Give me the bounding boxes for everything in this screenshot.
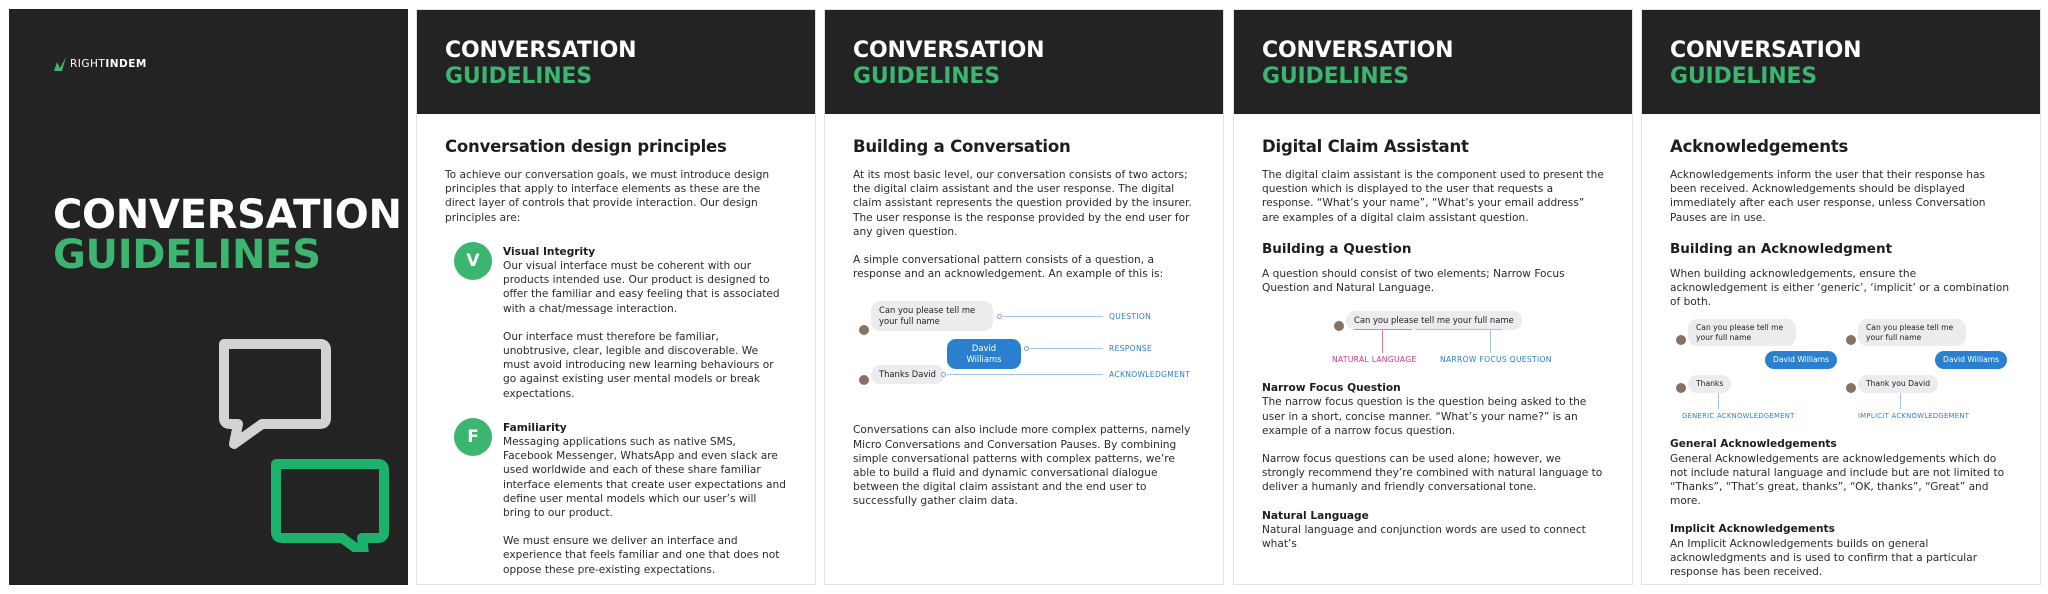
brand-name: RIGHTINDEM	[70, 58, 147, 70]
principle-title: Familiarity	[503, 421, 567, 434]
assistant-avatar	[859, 375, 869, 385]
subsection-title: Implicit Acknowledgements	[1670, 523, 1835, 536]
section-title: Building an Acknowledgment	[1670, 240, 1893, 257]
cover-panel	[9, 9, 408, 585]
paragraph: Acknowledgements inform the user that their response has been received. Acknowledgements should be displayed immediately after each user response, unless Conversation Pauses are in use.	[1670, 169, 1986, 224]
principle-text: Our interface must therefore be familiar, unobtrusive, clear, legible and discoverable. We must avoid introducing new learning behaviours or go against existing user mental models or break expectations.	[503, 330, 774, 400]
paragraph: A question should consist of two elements; Narrow Focus Question and Natural Language.	[1262, 267, 1565, 295]
cover-title-line1: CONVERSATION	[53, 192, 402, 238]
paragraph: Conversations can also include more complex patterns, namely Micro Conversations and Conversation Pauses. By combining simple conversational patterns with complex patterns, we’re able to build a fluid and dynamic conversational dialogue between the digital claim assistant and the end user to successfully gather claim data.	[853, 424, 1191, 508]
header-line1: CONVERSATION	[445, 38, 637, 63]
subsection-title: General Acknowledgements	[1670, 438, 1837, 451]
connector-dot	[941, 372, 946, 377]
checkmark-logo-icon	[53, 56, 67, 72]
assistant-avatar	[1334, 321, 1344, 331]
paragraph: General Acknowledgements are acknowledgements which do not include natural language and include but are not limited to “Thanks”, “That’s great, thanks”, “OK, thanks”, “Great” and more.	[1670, 452, 2005, 508]
paragraph: A simple conversational pattern consists of a question, a response and an acknowledgement. An example of this is:	[853, 254, 1164, 281]
page-header	[1642, 10, 2040, 114]
label-response: RESPONSE	[1109, 344, 1153, 354]
label-generic-acknowledgement: GENERIC ACKNOWLEDGEMENT	[1682, 412, 1795, 421]
intro-paragraph: To achieve our conversation goals, we must introduce design principles that apply to interface elements as these are the direct layer of controls that provide interaction. Our design principles are:	[445, 169, 770, 224]
header-line1: CONVERSATION	[1262, 38, 1454, 63]
assistant-avatar	[859, 325, 869, 335]
header-line2: GUIDELINES	[1670, 64, 1817, 89]
connector-line	[1382, 329, 1383, 353]
page-acknowledgements	[1641, 9, 2041, 585]
cover-title	[53, 192, 402, 278]
principle-text: Our visual interface must be coherent with our products intended use. Our product is designed to offer the familiar and easy feeling that is associated with a chat/message interaction.	[503, 260, 780, 315]
paragraph: An Implicit Acknowledgements builds on general acknowledgments and is used to confirm that a particular response has been received.	[1670, 537, 1978, 579]
connector-dot	[1024, 346, 1029, 351]
principle-familiarity	[445, 421, 787, 577]
label-natural-language: NATURAL LANGUAGE	[1332, 355, 1417, 365]
assistant-avatar	[1846, 383, 1856, 393]
response-bubble: David Williams	[1765, 351, 1837, 369]
response-bubble: David Williams	[1935, 351, 2007, 369]
subsection-title: Narrow Focus Question	[1262, 382, 1401, 395]
paragraph: The narrow focus question is the question being asked to the user in a short, concise manner. “What’s your name?” is an example of a narrow focus question.	[1262, 396, 1587, 437]
acknowledgement-diagram	[1670, 319, 2012, 427]
principle-letter-badge: F	[454, 418, 492, 456]
question-structure-diagram	[1262, 307, 1604, 373]
page-building-conversation	[824, 9, 1224, 585]
principle-letter-badge: V	[454, 242, 492, 280]
page-header	[825, 10, 1223, 114]
header-line2: GUIDELINES	[445, 64, 592, 89]
acknowledgement-bubble: Thank you David	[1858, 375, 1938, 393]
question-bubble: Can you please tell me your full name	[1688, 319, 1796, 346]
page-title: Building a Conversation	[853, 137, 1071, 156]
subsection-title: Natural Language	[1262, 509, 1369, 522]
cover-title-line2: GUIDELINES	[53, 232, 321, 278]
label-narrow-focus: NARROW FOCUS QUESTION	[1440, 355, 1552, 365]
header-line1: CONVERSATION	[1670, 38, 1862, 63]
natural-language-underline	[1354, 329, 1412, 330]
paragraph: Natural language and conjunction words are used to connect what’s	[1262, 523, 1586, 551]
question-bubble: Can you please tell me your full name	[1858, 319, 1966, 346]
connector-line	[1490, 329, 1491, 353]
paragraph: When building acknowledgements, ensure the acknowledgement is either ‘generic’, ‘implicit’ or a combination of both.	[1670, 267, 2010, 309]
connector-line	[1030, 348, 1103, 349]
principle-text: We must ensure we deliver an interface and experience that feels familiar and one that does not oppose these pre-existing expectations.	[503, 535, 780, 576]
label-implicit-acknowledgement: IMPLICIT ACKNOWLEDGEMENT	[1858, 412, 1970, 421]
chat-bubble-grey-icon	[224, 344, 326, 444]
section-title: Building a Question	[1262, 240, 1412, 257]
assistant-avatar	[1676, 383, 1686, 393]
paragraph: Narrow focus questions can be used alone; however, we strongly recommend they’re combined with natural language to deliver a humanly and friendly conversational tone.	[1262, 453, 1603, 494]
chat-bubbles-illustration	[212, 332, 392, 556]
principle-text: Messaging applications such as native SMS, Facebook Messenger, WhatsApp and even slack are used worldwide and each of these share familiar interface elements that create user expectations and define user mental models which our user’s will bring to our product.	[503, 436, 786, 520]
acknowledgement-bubble: Thanks David	[871, 365, 944, 384]
connector-dot	[997, 314, 1002, 319]
paragraph: At its most basic level, our conversation consists of two actors; the digital claim assistant and the user response. The digital claim assistant represents the question provided by the insurer. The user response is the response provided by the end user for any given question.	[853, 169, 1192, 238]
header-line2: GUIDELINES	[853, 64, 1000, 89]
label-acknowledgement: ACKNOWLEDGMENT	[1109, 370, 1191, 380]
header-line2: GUIDELINES	[1262, 64, 1409, 89]
page-title: Digital Claim Assistant	[1262, 137, 1469, 156]
header-line1: CONVERSATION	[853, 38, 1045, 63]
response-bubble: David Williams	[947, 339, 1021, 369]
acknowledgement-bubble: Thanks	[1688, 375, 1731, 393]
page-design-principles	[416, 9, 816, 585]
question-bubble: Can you please tell me your full name	[871, 301, 993, 331]
page-title: Acknowledgements	[1670, 137, 1849, 156]
connector-line	[947, 374, 1103, 375]
page-title: Conversation design principles	[445, 137, 727, 156]
brand-logo	[53, 56, 147, 72]
question-bubble: Can you please tell me your full name	[1346, 311, 1522, 330]
connector-line	[1003, 316, 1103, 317]
conversation-pattern-diagram	[853, 299, 1195, 409]
page-header	[1234, 10, 1632, 114]
chat-bubble-green-icon	[276, 464, 384, 552]
principle-title: Visual Integrity	[503, 245, 596, 258]
connector-line	[1718, 393, 1719, 409]
principle-visual-integrity	[445, 245, 787, 401]
assistant-avatar	[1676, 335, 1686, 345]
paragraph: The digital claim assistant is the component used to present the question which is displayed to the user that requests a response. “What’s your name”, “What’s your email address” are examples of a digital claim assistant question.	[1262, 169, 1604, 224]
connector-line	[1900, 393, 1901, 409]
page-digital-claim-assistant	[1233, 9, 1633, 585]
page-header	[417, 10, 815, 114]
label-question: QUESTION	[1109, 312, 1152, 322]
assistant-avatar	[1846, 335, 1856, 345]
